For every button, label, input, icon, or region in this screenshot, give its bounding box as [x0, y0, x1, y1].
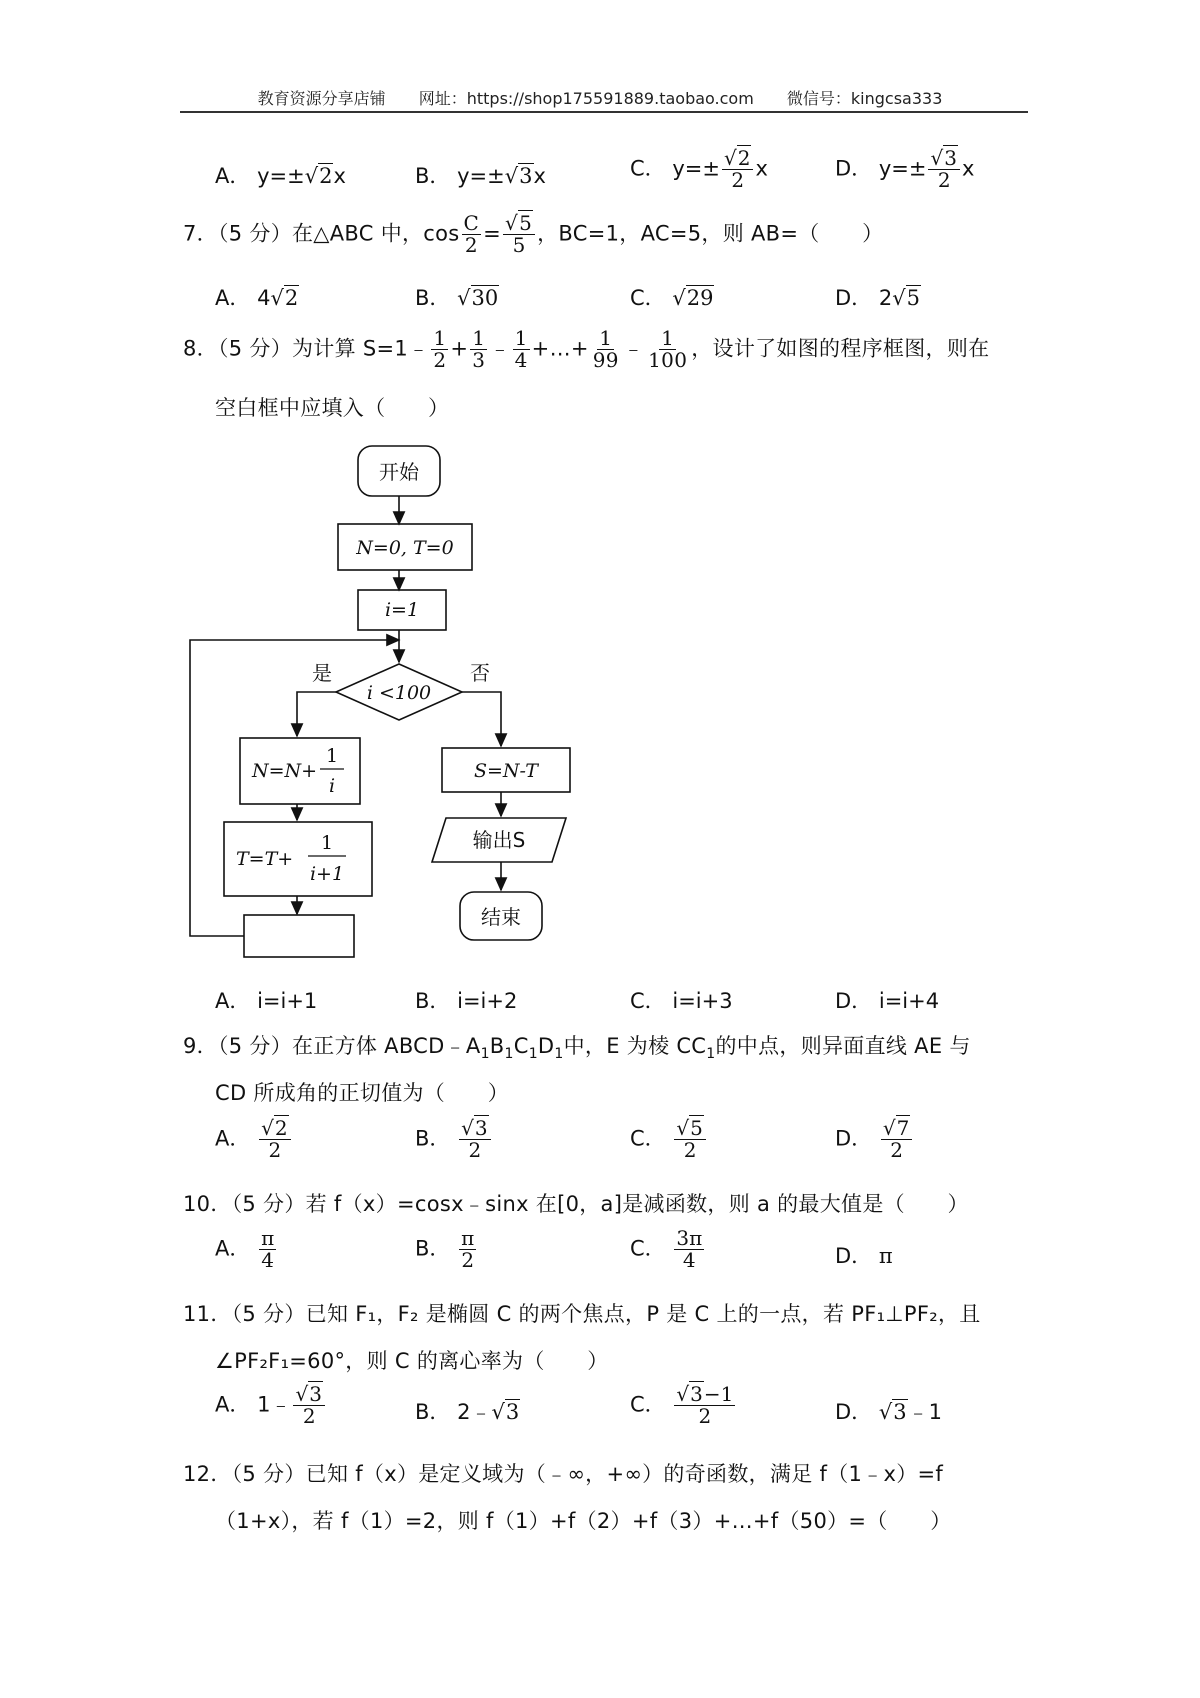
- flow-condition-label: i <100: [366, 682, 432, 704]
- q6-option-c[interactable]: C． y=± $\frac{√2}{2}$ x: [630, 146, 768, 192]
- q9-option-a[interactable]: A． $\frac{√2}{2}$: [215, 1118, 293, 1161]
- flow-no-label: 否: [470, 661, 490, 685]
- q11-option-a[interactable]: A． 1﹣ $\frac{√3}{2}$: [215, 1384, 327, 1427]
- q9-stem-line2: CD 所成角的正切值为（ ）: [215, 1081, 510, 1105]
- q8-option-b[interactable]: B． i=i+2: [415, 989, 518, 1013]
- q7-option-c[interactable]: C． √29: [630, 286, 714, 310]
- q9-stem: 9．（5 分）在正方体 $ABCD﹣A_1B_1C_1D_1$中，E 为棱 $CC_1$的中点，则异面直线 AE 与: [183, 1034, 971, 1063]
- q10-option-c[interactable]: C． $\frac{3\pi}{4}$: [630, 1226, 703, 1272]
- q6-option-b[interactable]: B． y=±√3x: [415, 164, 546, 188]
- q8-stem: 8．（5 分）为计算 S=1﹣ $\frac{1}{2}$ + $\frac{1}{3}$ ﹣ $\frac{1}{4}$ +…+ $\frac{1}{99}$ ﹣ $\frac{1}{100}$ ，设计了如图的程序框图，则在: [183, 326, 990, 372]
- flow-n-update-num: 1: [325, 745, 339, 767]
- q11-option-d[interactable]: D． √3﹣1: [835, 1400, 942, 1424]
- q7-option-d[interactable]: D． 2√5: [835, 286, 920, 310]
- q8-option-a[interactable]: A． i=i+1: [215, 989, 318, 1013]
- flow-output-label: 输出S: [472, 828, 526, 852]
- q8-stem-line2: 空白框中应填入（ ）: [215, 396, 450, 420]
- q6-option-a[interactable]: A． y=±√2x: [215, 164, 346, 188]
- flow-n-update-prefix: N=N+: [252, 760, 318, 782]
- header-shop: 教育资源分享店铺: [257, 89, 386, 108]
- page-header: [0, 86, 1200, 109]
- q7-option-a[interactable]: A． 4√2: [215, 286, 299, 310]
- q10-stem: 10．（5 分）若 f（x）=cosx﹣sinx 在[0，a]是减函数，则 a 的最大值是（ ）: [183, 1192, 969, 1216]
- flow-init-label: N=0, T=0: [356, 537, 454, 559]
- flow-t-update-num: 1: [320, 832, 334, 854]
- q11-stem-line2: ∠PF₂F₁=60°，则 C 的离心率为（ ）: [215, 1349, 609, 1373]
- q12-stem-line2: （1+x），若 f（1）=2，则 f（1）+f（2）+f（3）+…+f（50）=（ ）: [215, 1509, 952, 1533]
- q6-option-d[interactable]: D． y=± $\frac{√3}{2}$ x: [835, 146, 975, 192]
- flow-blank-box: [244, 915, 354, 957]
- q11-option-b[interactable]: B． 2﹣√3: [415, 1400, 520, 1424]
- q7-option-b[interactable]: B． √30: [415, 286, 499, 310]
- flow-n-update-den: i: [328, 775, 336, 797]
- header-url: 网址：https://shop175591889.taobao.com: [418, 89, 754, 108]
- flow-t-update-den: i+1: [309, 863, 345, 885]
- flow-t-update-prefix: T=T+: [236, 848, 294, 870]
- q10-option-b[interactable]: B． $\frac{\pi}{2}$: [415, 1226, 475, 1272]
- q9-option-b[interactable]: B． $\frac{√3}{2}$: [415, 1118, 493, 1161]
- flow-i-init-label: i=1: [384, 599, 420, 621]
- q7-stem: 7．（5 分）在△ABC 中，cos $\frac{C}{2}$ = $\frac{√5}{5}$ ，BC=1，AC=5，则 AB=（ ）: [183, 211, 884, 257]
- header-wechat: 微信号：kingcsa333: [786, 89, 943, 108]
- q8-option-c[interactable]: C． i=i+3: [630, 989, 733, 1013]
- q11-option-c[interactable]: C． $\frac{√3-1}{2}$: [630, 1382, 734, 1428]
- q9-option-c[interactable]: C． $\frac{√5}{2}$: [630, 1118, 708, 1161]
- flowchart: [180, 440, 580, 960]
- flow-end-label: 结束: [481, 905, 521, 929]
- flow-start-label: 开始: [379, 460, 419, 484]
- q8-option-d[interactable]: D． i=i+4: [835, 989, 940, 1013]
- q10-option-d[interactable]: D． π: [835, 1244, 893, 1268]
- header-rule: [180, 111, 1028, 113]
- flow-yes-label: 是: [312, 661, 332, 685]
- q12-stem: 12．（5 分）已知 f（x）是定义域为（﹣∞，+∞）的奇函数，满足 f（1﹣x）=f: [183, 1462, 944, 1486]
- q11-stem: 11．（5 分）已知 F₁，F₂ 是椭圆 C 的两个焦点，P 是 C 上的一点，若 PF₁⊥PF₂，且: [183, 1302, 981, 1326]
- q10-option-a[interactable]: A． $\frac{\pi}{4}$: [215, 1226, 275, 1272]
- flow-s-calc-label: S=N-T: [474, 760, 538, 782]
- q9-option-d[interactable]: D． $\frac{√7}{2}$: [835, 1118, 914, 1161]
